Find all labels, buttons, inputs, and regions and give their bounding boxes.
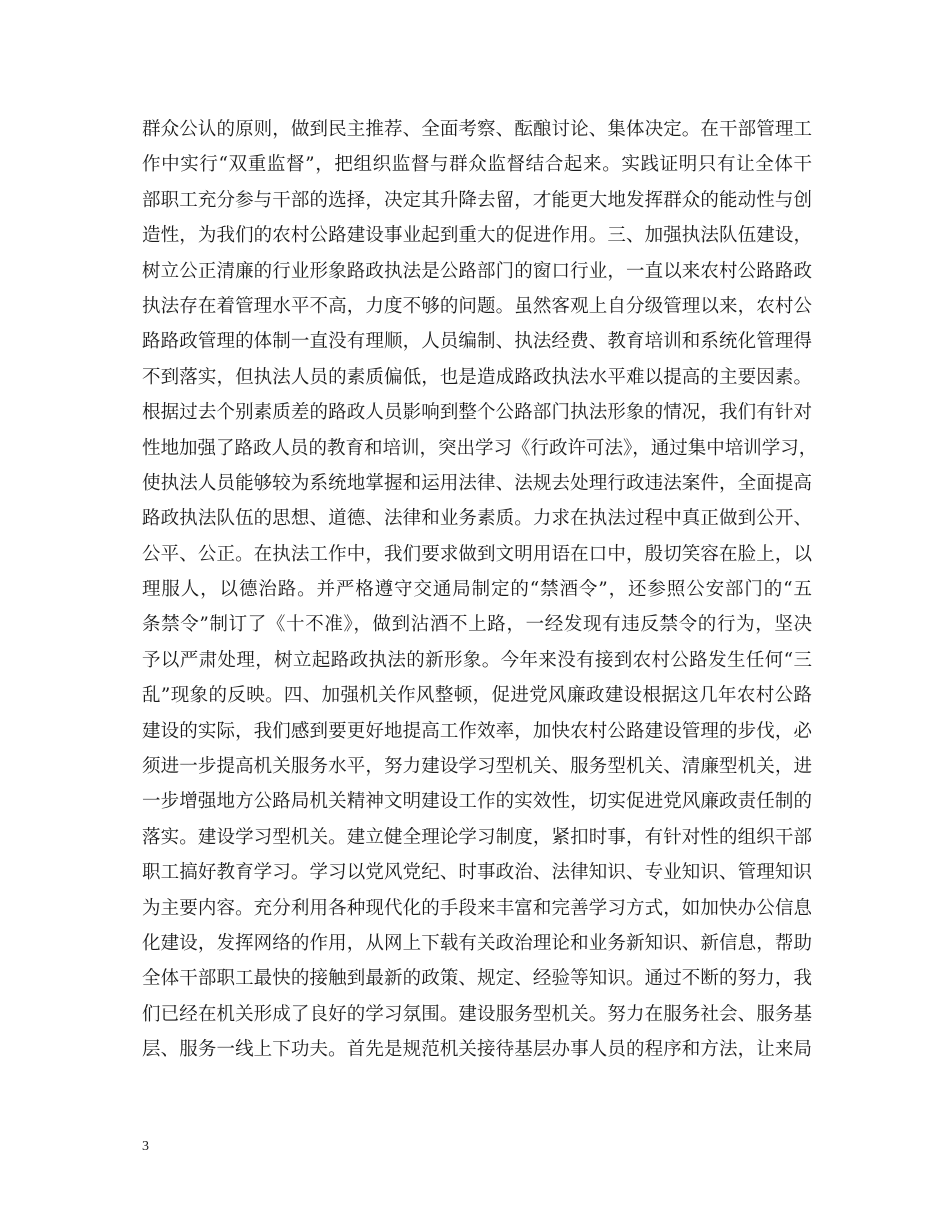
page-number: 3 [142, 1139, 149, 1154]
body-text [142, 112, 818, 1068]
text-line: 路政执法队伍的思想、道德、法律和业务素质。力求在执法过程中真正做到公开、 [142, 508, 812, 530]
text-line: 根据过去个别素质差的路政人员影响到整个公路部门执法形象的情况，我们有针对 [142, 402, 812, 424]
text-line: 树立公正清廉的行业形象路政执法是公路部门的窗口行业，一直以来农村公路路政 [142, 260, 812, 282]
text-line: 职工搞好教育学习。学习以党风党纪、时事政治、法律知识、专业知识、管理知识 [142, 862, 812, 884]
text-line: 执法存在着管理水平不高，力度不够的问题。虽然客观上自分级管理以来，农村公 [142, 295, 812, 317]
text-line: 部职工充分参与干部的选择，决定其升降去留，才能更大地发挥群众的能动性与创 [142, 189, 812, 211]
text-line: 性地加强了路政人员的教育和培训，突出学习《行政许可法》，通过集中培训学习， [142, 437, 818, 459]
text-line: 化建设，发挥网络的作用，从网上下载有关政治理论和业务新知识、新信息，帮助 [142, 932, 812, 954]
text-line: 层、服务一线上下功夫。首先是规范机关接待基层办事人员的程序和方法，让来局 [142, 1039, 812, 1061]
text-line: 理服人，以德治路。并严格遵守交通局制定的“禁酒令”，还参照公安部门的“五 [142, 579, 812, 601]
text-line: 乱”现象的反映。四、加强机关作风整顿，促进党风廉政建设根据这几年农村公路 [142, 685, 812, 707]
text-line: 全体干部职工最快的接触到最新的政策、规定、经验等知识。通过不断的努力，我 [142, 968, 812, 990]
text-line: 条禁令”制订了《十不准》，做到沾酒不上路，一经发现有违反禁令的行为，坚决 [142, 614, 812, 636]
text-line: 使执法人员能够较为系统地掌握和运用法律、法规去处理行政违法案件，全面提高 [142, 472, 812, 494]
text-line: 建设的实际，我们感到要更好地提高工作效率，加快农村公路建设管理的步伐，必 [142, 720, 812, 742]
text-line: 一步增强地方公路局机关精神文明建设工作的实效性，切实促进党风廉政责任制的 [142, 791, 812, 813]
text-line: 群众公认的原则，做到民主推荐、全面考察、酝酿讨论、集体决定。在干部管理工 [142, 119, 812, 140]
text-line: 公平、公正。在执法工作中，我们要求做到文明用语在口中，殷切笑容在脸上，以 [142, 543, 812, 565]
text-line: 予以严肃处理，树立起路政执法的新形象。今年来没有接到农村公路发生任何“三 [142, 649, 812, 671]
text-line: 为主要内容。充分利用各种现代化的手段来丰富和完善学习方式，如加快办公信息 [142, 897, 812, 919]
text-line: 不到落实，但执法人员的素质偏低，也是造成路政执法水平难以提高的主要因素。 [142, 366, 812, 388]
text-line: 作中实行“双重监督”，把组织监督与群众监督结合起来。实践证明只有让全体干 [142, 154, 812, 176]
text-line: 须进一步提高机关服务水平，努力建设学习型机关、服务型机关、清廉型机关，进 [142, 756, 812, 778]
text-line: 们已经在机关形成了良好的学习氛围。建设服务型机关。努力在服务社会、服务基 [142, 1003, 812, 1025]
text-line: 路路政管理的体制一直没有理顺，人员编制、执法经费、教育培训和系统化管理得 [142, 331, 812, 353]
text-line: 造性，为我们的农村公路建设事业起到重大的促进作用。三、加强执法队伍建设， [142, 225, 812, 247]
text-line: 落实。建设学习型机关。建立健全理论学习制度，紧扣时事，有针对性的组织干部 [142, 826, 812, 848]
